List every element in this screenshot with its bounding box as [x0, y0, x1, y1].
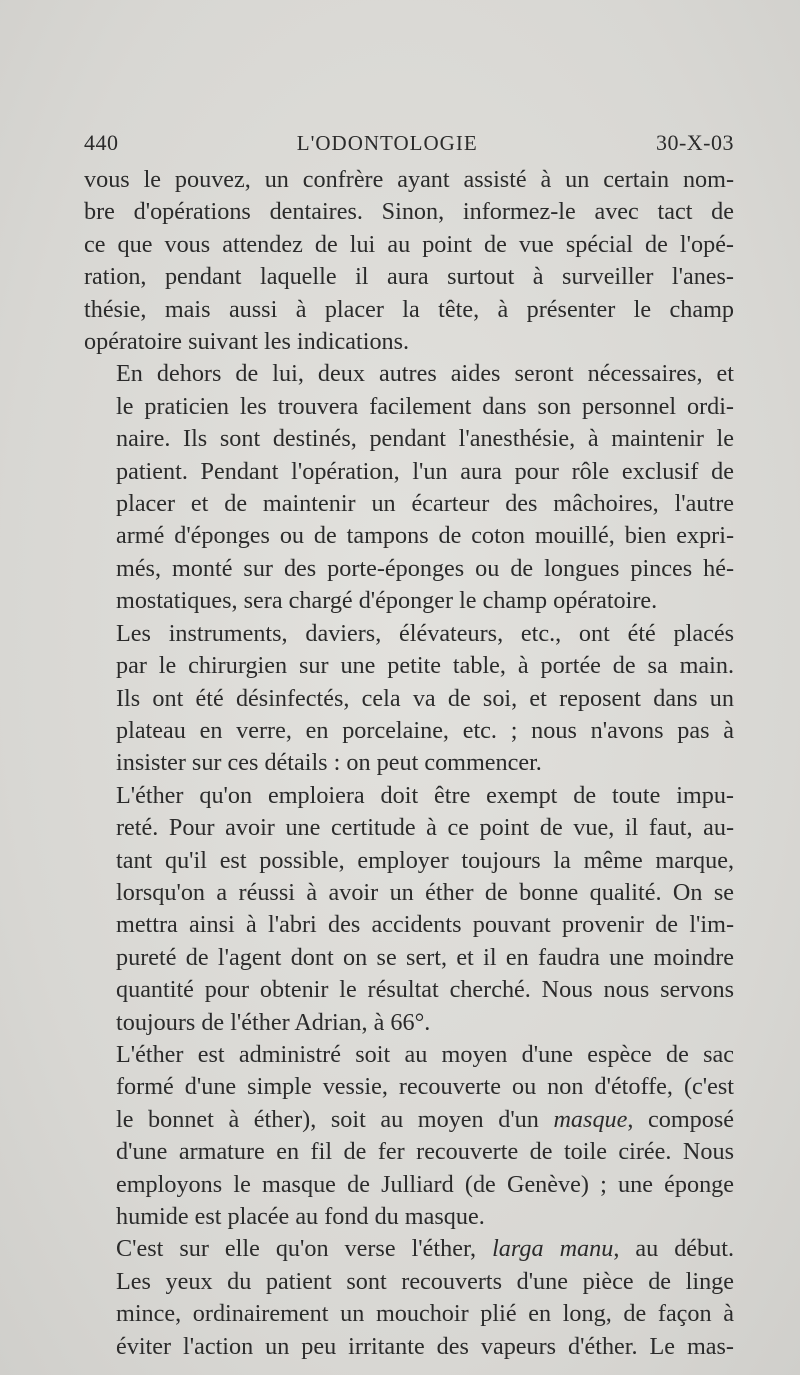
- text-line: formé d'une simple vessie, recouverte ou non d'étoffe, (c'est: [116, 1073, 734, 1101]
- text-line: quantité pour obtenir le résultat cherché. Nous nous servons: [116, 976, 734, 1004]
- text-line: mostatiques, sera chargé d'éponger le champ opératoire.: [116, 587, 658, 615]
- page-number: 440: [84, 130, 119, 155]
- paragraph: [84, 1233, 734, 1363]
- text-segment: , composé: [627, 1105, 734, 1133]
- issue-date: 30-X-03: [655, 130, 734, 155]
- text-line: Ils ont été désinfectés, cela va de soi, et reposent dans un: [116, 684, 734, 712]
- text-line: par le chirurgien sur une petite table, à portée de sa main.: [116, 652, 734, 680]
- text-line: toujours de l'éther Adrian, à 66°.: [116, 1008, 431, 1036]
- text-line: thésie, mais aussi à placer la tête, à présenter le champ: [84, 295, 734, 323]
- paragraph: [84, 164, 734, 358]
- text-line: ration, pendant laquelle il aura surtout à surveiller l'anes-: [84, 263, 734, 291]
- text-line: Les yeux du patient sont recouverts d'une pièce de linge: [116, 1267, 734, 1295]
- text-line: En dehors de lui, deux autres aides seront nécessaires, et: [116, 360, 734, 388]
- text-line: L'éther est administré soit au moyen d'une espèce de sac: [116, 1040, 734, 1068]
- text-line: pureté de l'agent dont on se sert, et il en faudra une moindre: [116, 943, 734, 971]
- text-line: L'éther qu'on emploiera doit être exempt de toute impu-: [116, 781, 734, 809]
- italic-term: masque: [553, 1105, 628, 1133]
- paragraph: [84, 618, 734, 780]
- text-line: ce que vous attendez de lui au point de vue spécial de l'opé-: [84, 230, 734, 258]
- text-line-with-italic: [84, 1233, 734, 1265]
- paragraph: [84, 1039, 734, 1233]
- paragraph: [84, 358, 734, 617]
- text-line: naire. Ils sont destinés, pendant l'anesthésie, à maintenir le: [116, 425, 734, 453]
- text-line: mettra ainsi à l'abri des accidents pouvant provenir de l'im-: [116, 911, 734, 939]
- text-line: armé d'éponges ou de tampons de coton mouillé, bien expri-: [116, 522, 734, 550]
- text-line: lorsqu'on a réussi à avoir un éther de bonne qualité. On se: [116, 878, 734, 906]
- body-text: [84, 164, 734, 1363]
- text-line: placer et de maintenir un écarteur des mâchoires, l'autre: [116, 490, 734, 518]
- running-header: [84, 130, 734, 156]
- text-line: Les instruments, daviers, élévateurs, etc., ont été placés: [116, 619, 734, 647]
- text-line: bre d'opérations dentaires. Sinon, informez-le avec tact de: [84, 198, 734, 226]
- text-line-with-italic: [84, 1104, 734, 1136]
- text-line: d'une armature en fil de fer recouverte de toile cirée. Nous: [116, 1138, 734, 1166]
- text-line: més, monté sur des porte-éponges ou de longues pinces hé-: [116, 554, 734, 582]
- text-segment: , au début.: [613, 1235, 734, 1263]
- text-segment: le bonnet à éther), soit au moyen d'un: [116, 1105, 554, 1133]
- text-line: le praticien les trouvera facilement dans son personnel ordi-: [116, 392, 734, 420]
- text-line: employons le masque de Julliard (de Genève) ; une éponge: [116, 1170, 734, 1198]
- paragraph: [84, 780, 734, 1039]
- text-line: plateau en verre, en porcelaine, etc. ; nous n'avons pas à: [116, 716, 734, 744]
- text-line: éviter l'action un peu irritante des vapeurs d'éther. Le mas-: [116, 1332, 734, 1360]
- text-line: patient. Pendant l'opération, l'un aura pour rôle exclusif de: [116, 457, 734, 485]
- text-line: reté. Pour avoir une certitude à ce point de vue, il faut, au-: [116, 814, 734, 842]
- text-line: insister sur ces détails : on peut commencer.: [116, 749, 542, 777]
- text-line: tant qu'il est possible, employer toujours la même marque,: [116, 846, 734, 874]
- text-line: opératoire suivant les indications.: [84, 328, 410, 356]
- journal-title: L'ODONTOLOGIE: [296, 131, 478, 155]
- text-line: humide est placée au fond du masque.: [116, 1203, 485, 1230]
- text-segment: C'est sur elle qu'on verse l'éther,: [116, 1235, 493, 1263]
- text-line: vous le pouvez, un confrère ayant assisté à un certain nom-: [84, 166, 734, 193]
- italic-term: larga manu: [492, 1235, 614, 1263]
- text-line: mince, ordinairement un mouchoir plié en long, de façon à: [116, 1300, 734, 1328]
